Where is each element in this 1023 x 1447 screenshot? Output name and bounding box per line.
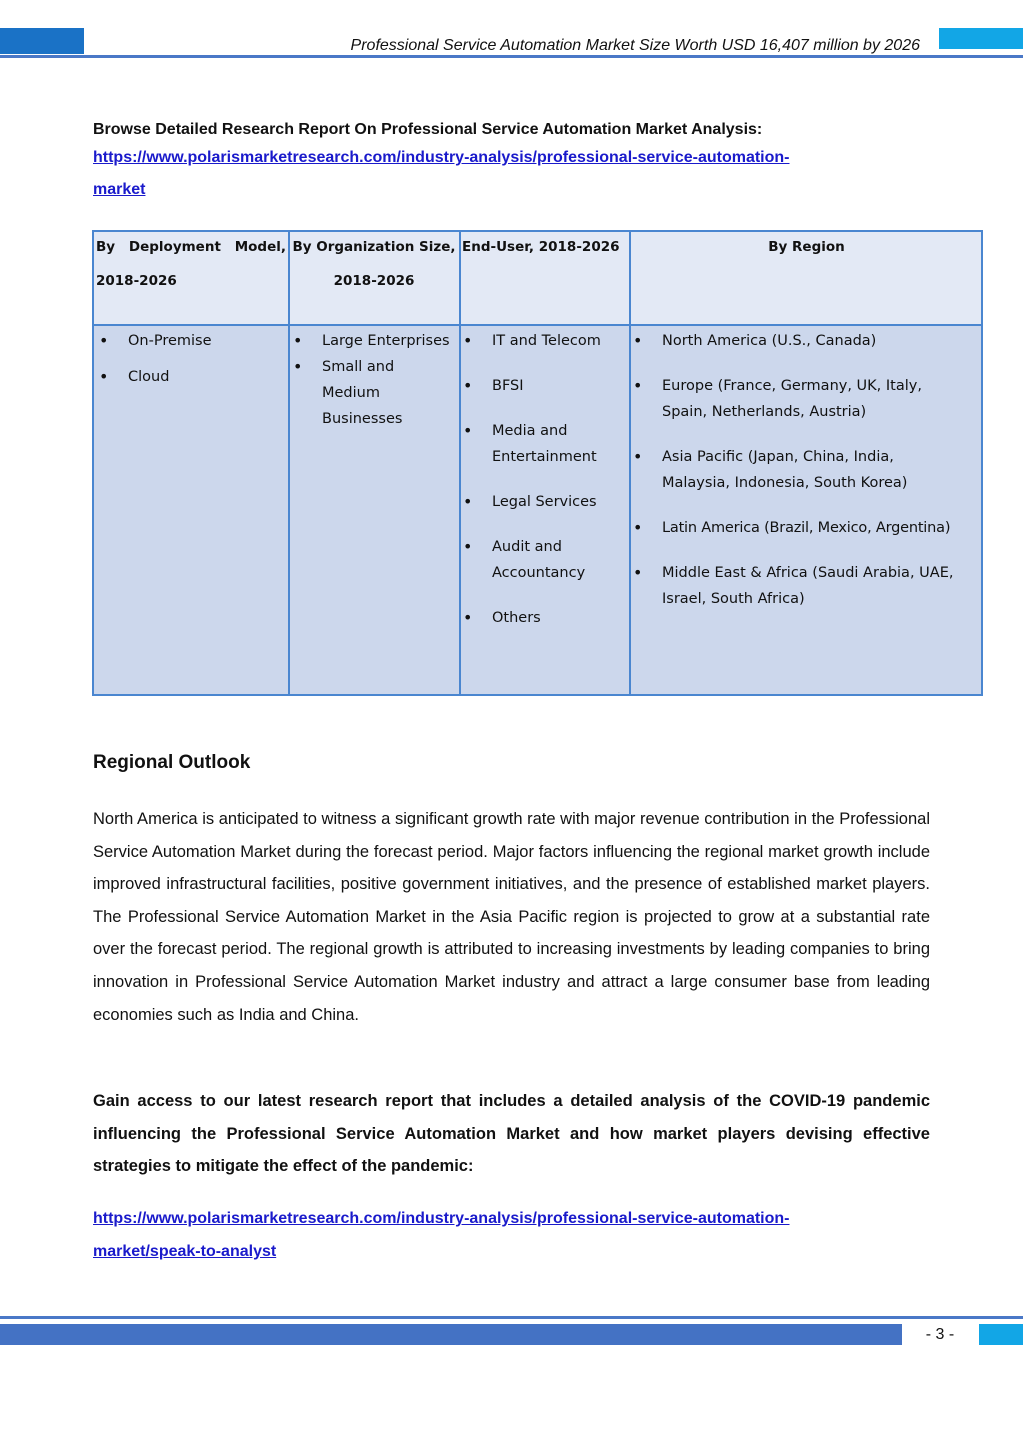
list-item: • Large Enterprises xyxy=(290,328,460,354)
analyst-link[interactable] xyxy=(93,1203,933,1268)
footer-accent xyxy=(979,1324,1023,1345)
header-accent-right xyxy=(939,28,1023,49)
region-cell xyxy=(630,328,980,612)
list-item: • Audit and Accountancy xyxy=(460,534,602,586)
list-item: • BFSI xyxy=(460,373,628,399)
header-rule xyxy=(0,55,1023,58)
running-header-title: Professional Service Automation Market Size Worth USD 16,407 million by 2026 xyxy=(350,37,920,54)
header-deployment-model xyxy=(96,230,286,298)
covid-paragraph: Gain access to our latest research report that includes a detailed analysis of the COVID-19 pandemic influencing the Professional Service Automation Market and how market players devising effective strategies to mitigate the effect of the pandemic: xyxy=(93,1092,930,1176)
regional-outlook-heading: Regional Outlook xyxy=(93,752,251,773)
analyst-link-line1[interactable]: https://www.polarismarketresearch.com/industry-analysis/professional-service-automation- xyxy=(93,1210,790,1227)
footer-bar xyxy=(0,1324,902,1345)
header-organization-size xyxy=(291,230,457,298)
list-item: • Others xyxy=(460,605,628,631)
header-region-line1: By Region xyxy=(768,239,845,255)
list-item: • Europe (France, Germany, UK, Italy, Spain, Netherlands, Austria) xyxy=(630,373,952,425)
header-end-user-line1: End-User, 2018-2026 xyxy=(462,239,620,255)
report-link-line2[interactable]: market xyxy=(93,181,146,198)
header-organization-line1: By Organization Size, xyxy=(292,239,456,255)
list-item: • Cloud xyxy=(96,364,286,390)
regional-outlook-paragraph: North America is anticipated to witness a significant growth rate with major revenue contribution in the Professional Service Automation Market during the forecast period. Major factors influencing the regional market growth include improved infrastructural facilities, positive government initiatives, and the presence of established market players. The Professional Service Automation Market in the Asia Pacific region is projected to grow at a substantial rate over the forecast period. The regional growth is attributed to increasing investments by leading companies to bring innovation in Professional Service Automation Market industry and attract a large consumer base from leading economies such as India and China. xyxy=(93,810,930,1024)
list-item: • Middle East & Africa (Saudi Arabia, UAE, Israel, South Africa) xyxy=(630,560,978,612)
segmentation-table xyxy=(92,230,983,696)
column-divider xyxy=(288,232,290,694)
analyst-link-line2[interactable]: market/speak-to-analyst xyxy=(93,1242,277,1260)
list-item: • Asia Pacific (Japan, China, India, Malaysia, Indonesia, South Korea) xyxy=(630,444,952,496)
list-item: • On-Premise xyxy=(96,328,286,354)
organization-cell xyxy=(290,328,460,432)
page-number: - 3 - xyxy=(925,1326,955,1343)
header-region xyxy=(632,230,981,264)
header-deployment-line1: By Deployment Model, xyxy=(96,239,286,255)
report-link-line1[interactable]: https://www.polarismarketresearch.com/industry-analysis/professional-service-automation- xyxy=(93,149,790,166)
list-item: • Legal Services xyxy=(460,489,628,515)
footer-rule xyxy=(0,1316,1023,1319)
header-end-user xyxy=(462,230,628,264)
list-item: • Media and Entertainment xyxy=(460,418,607,470)
header-deployment-line2: 2018-2026 xyxy=(96,273,177,289)
browse-heading: Browse Detailed Research Report On Professional Service Automation Market Analysis: xyxy=(93,121,763,138)
deployment-cell xyxy=(96,328,286,390)
header-organization-line2: 2018-2026 xyxy=(333,273,415,289)
list-item: • North America (U.S., Canada) xyxy=(630,328,980,354)
list-item: • IT and Telecom xyxy=(460,328,628,354)
list-item: • Small and Medium Businesses xyxy=(290,354,422,432)
end-user-cell xyxy=(460,328,628,631)
list-item: • Latin America (Brazil, Mexico, Argentina) xyxy=(630,515,980,541)
report-link[interactable] xyxy=(93,142,933,206)
header-accent-left xyxy=(0,28,84,54)
